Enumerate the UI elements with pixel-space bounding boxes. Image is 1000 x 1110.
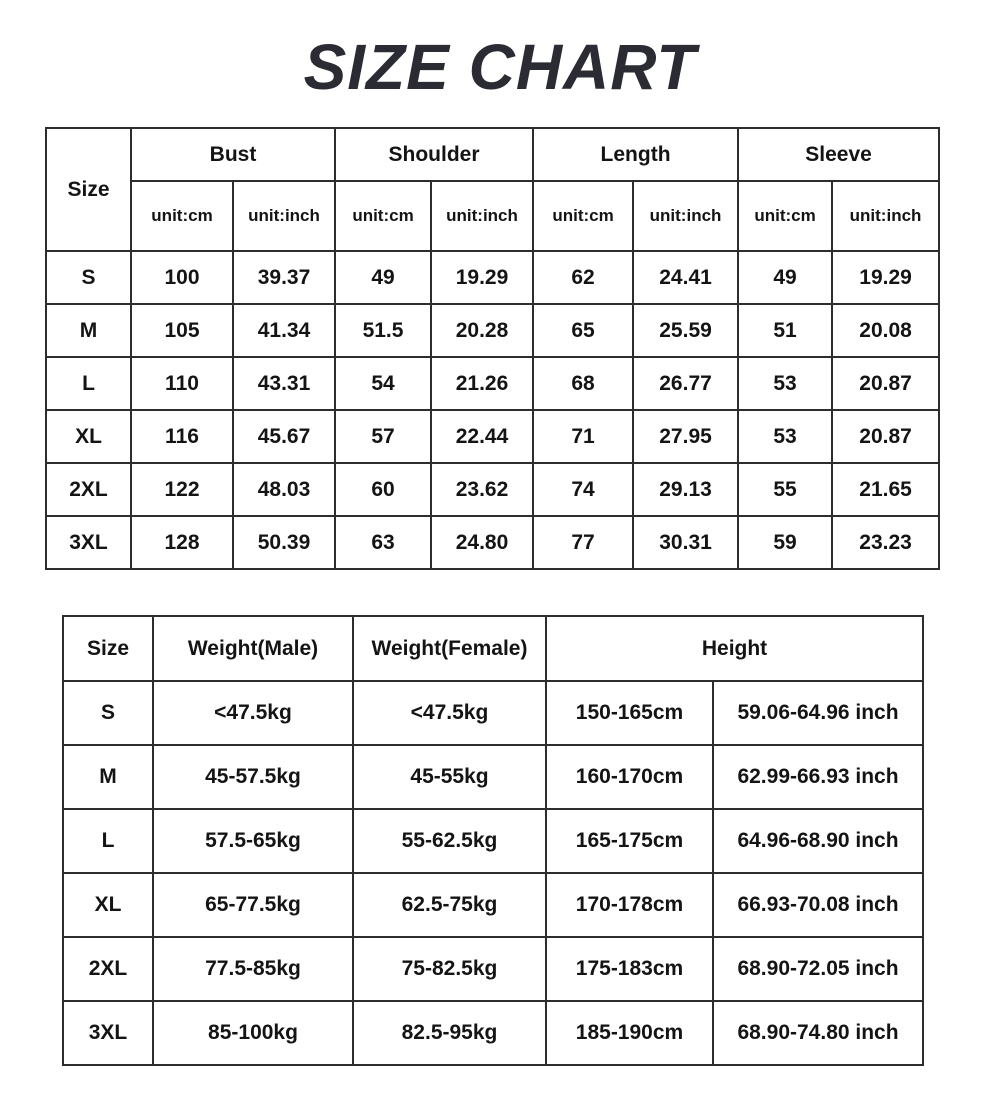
shoulder-inch-cell: 22.44: [431, 410, 533, 463]
sleeve-cm-cell: 49: [738, 251, 832, 304]
weight-female-cell: 75-82.5kg: [353, 937, 546, 1001]
length-unit-cm-header: unit:cm: [533, 181, 633, 251]
measurements-row-m: [46, 304, 939, 357]
height-inch-cell: 62.99-66.93 inch: [713, 745, 923, 809]
sleeve-cm-cell: 53: [738, 357, 832, 410]
length-cm-cell: 77: [533, 516, 633, 569]
length-cm-cell: 71: [533, 410, 633, 463]
body-row-3xl: [63, 1001, 923, 1065]
bust-inch-cell: 43.31: [233, 357, 335, 410]
measurements-row-2xl: [46, 463, 939, 516]
height-inch-cell: 68.90-74.80 inch: [713, 1001, 923, 1065]
size-cell: XL: [63, 873, 153, 937]
height-cm-cell: 150-165cm: [546, 681, 713, 745]
height-cm-cell: 170-178cm: [546, 873, 713, 937]
size-cell: M: [46, 304, 131, 357]
height-cm-cell: 165-175cm: [546, 809, 713, 873]
height-inch-cell: 68.90-72.05 inch: [713, 937, 923, 1001]
body-row-l: [63, 809, 923, 873]
bust-cm-cell: 128: [131, 516, 233, 569]
weight-female-cell: 82.5-95kg: [353, 1001, 546, 1065]
weight-female-cell: 45-55kg: [353, 745, 546, 809]
sleeve-cm-cell: 53: [738, 410, 832, 463]
shoulder-inch-cell: 19.29: [431, 251, 533, 304]
weight-female-cell: <47.5kg: [353, 681, 546, 745]
bust-cm-cell: 110: [131, 357, 233, 410]
sleeve-inch-cell: 23.23: [832, 516, 939, 569]
size-cell: L: [46, 357, 131, 410]
size-cell: S: [63, 681, 153, 745]
sleeve-inch-cell: 20.08: [832, 304, 939, 357]
weight-male-header: Weight(Male): [153, 616, 353, 681]
weight-male-cell: 57.5-65kg: [153, 809, 353, 873]
length-inch-cell: 30.31: [633, 516, 738, 569]
measurements-row-s: [46, 251, 939, 304]
sleeve-inch-cell: 20.87: [832, 410, 939, 463]
length-inch-cell: 29.13: [633, 463, 738, 516]
size-cell: 3XL: [63, 1001, 153, 1065]
sleeve-unit-inch-header: unit:inch: [832, 181, 939, 251]
height-header: Height: [546, 616, 923, 681]
length-group-header: Length: [533, 128, 738, 181]
bust-inch-cell: 39.37: [233, 251, 335, 304]
length-cm-cell: 62: [533, 251, 633, 304]
length-cm-cell: 65: [533, 304, 633, 357]
measurements-row-xl: [46, 410, 939, 463]
measurements-group-header-row: [46, 128, 939, 181]
length-inch-cell: 24.41: [633, 251, 738, 304]
weight-male-cell: <47.5kg: [153, 681, 353, 745]
size-cell: 2XL: [46, 463, 131, 516]
sleeve-unit-cm-header: unit:cm: [738, 181, 832, 251]
bust-inch-cell: 50.39: [233, 516, 335, 569]
bust-unit-cm-header: unit:cm: [131, 181, 233, 251]
measurements-row-l: [46, 357, 939, 410]
shoulder-inch-cell: 23.62: [431, 463, 533, 516]
height-inch-cell: 59.06-64.96 inch: [713, 681, 923, 745]
shoulder-cm-cell: 57: [335, 410, 431, 463]
height-cm-cell: 160-170cm: [546, 745, 713, 809]
sleeve-cm-cell: 51: [738, 304, 832, 357]
shoulder-inch-cell: 21.26: [431, 357, 533, 410]
height-cm-cell: 175-183cm: [546, 937, 713, 1001]
body-row-2xl: [63, 937, 923, 1001]
shoulder-group-header: Shoulder: [335, 128, 533, 181]
weight-male-cell: 77.5-85kg: [153, 937, 353, 1001]
measurements-unit-header-row: [46, 181, 939, 251]
length-unit-inch-header: unit:inch: [633, 181, 738, 251]
shoulder-cm-cell: 54: [335, 357, 431, 410]
sleeve-inch-cell: 21.65: [832, 463, 939, 516]
weight-male-cell: 85-100kg: [153, 1001, 353, 1065]
shoulder-inch-cell: 20.28: [431, 304, 533, 357]
sleeve-cm-cell: 59: [738, 516, 832, 569]
bust-unit-inch-header: unit:inch: [233, 181, 335, 251]
weight-female-cell: 55-62.5kg: [353, 809, 546, 873]
length-inch-cell: 25.59: [633, 304, 738, 357]
page-title: SIZE CHART: [303, 31, 697, 103]
sleeve-cm-cell: 55: [738, 463, 832, 516]
shoulder-inch-cell: 24.80: [431, 516, 533, 569]
bust-inch-cell: 41.34: [233, 304, 335, 357]
size-cell: XL: [46, 410, 131, 463]
sleeve-group-header: Sleeve: [738, 128, 939, 181]
size-column-header: Size: [46, 128, 131, 251]
size-cell: 3XL: [46, 516, 131, 569]
length-inch-cell: 26.77: [633, 357, 738, 410]
shoulder-unit-inch-header: unit:inch: [431, 181, 533, 251]
shoulder-cm-cell: 49: [335, 251, 431, 304]
sleeve-inch-cell: 19.29: [832, 251, 939, 304]
bust-cm-cell: 105: [131, 304, 233, 357]
bust-inch-cell: 45.67: [233, 410, 335, 463]
body-metrics-header-row: [63, 616, 923, 681]
weight-female-cell: 62.5-75kg: [353, 873, 546, 937]
measurements-row-3xl: [46, 516, 939, 569]
length-cm-cell: 74: [533, 463, 633, 516]
bust-inch-cell: 48.03: [233, 463, 335, 516]
sleeve-inch-cell: 20.87: [832, 357, 939, 410]
height-cm-cell: 185-190cm: [546, 1001, 713, 1065]
length-inch-cell: 27.95: [633, 410, 738, 463]
shoulder-cm-cell: 63: [335, 516, 431, 569]
size-cell: L: [63, 809, 153, 873]
height-inch-cell: 66.93-70.08 inch: [713, 873, 923, 937]
body-metrics-table: [62, 615, 924, 1066]
size-column-header: Size: [63, 616, 153, 681]
bust-group-header: Bust: [131, 128, 335, 181]
bust-cm-cell: 100: [131, 251, 233, 304]
shoulder-unit-cm-header: unit:cm: [335, 181, 431, 251]
size-cell: S: [46, 251, 131, 304]
length-cm-cell: 68: [533, 357, 633, 410]
shoulder-cm-cell: 51.5: [335, 304, 431, 357]
bust-cm-cell: 122: [131, 463, 233, 516]
weight-male-cell: 65-77.5kg: [153, 873, 353, 937]
shoulder-cm-cell: 60: [335, 463, 431, 516]
size-cell: M: [63, 745, 153, 809]
bust-cm-cell: 116: [131, 410, 233, 463]
measurements-table: [45, 127, 940, 570]
body-row-m: [63, 745, 923, 809]
body-row-s: [63, 681, 923, 745]
weight-female-header: Weight(Female): [353, 616, 546, 681]
height-inch-cell: 64.96-68.90 inch: [713, 809, 923, 873]
weight-male-cell: 45-57.5kg: [153, 745, 353, 809]
body-row-xl: [63, 873, 923, 937]
size-cell: 2XL: [63, 937, 153, 1001]
